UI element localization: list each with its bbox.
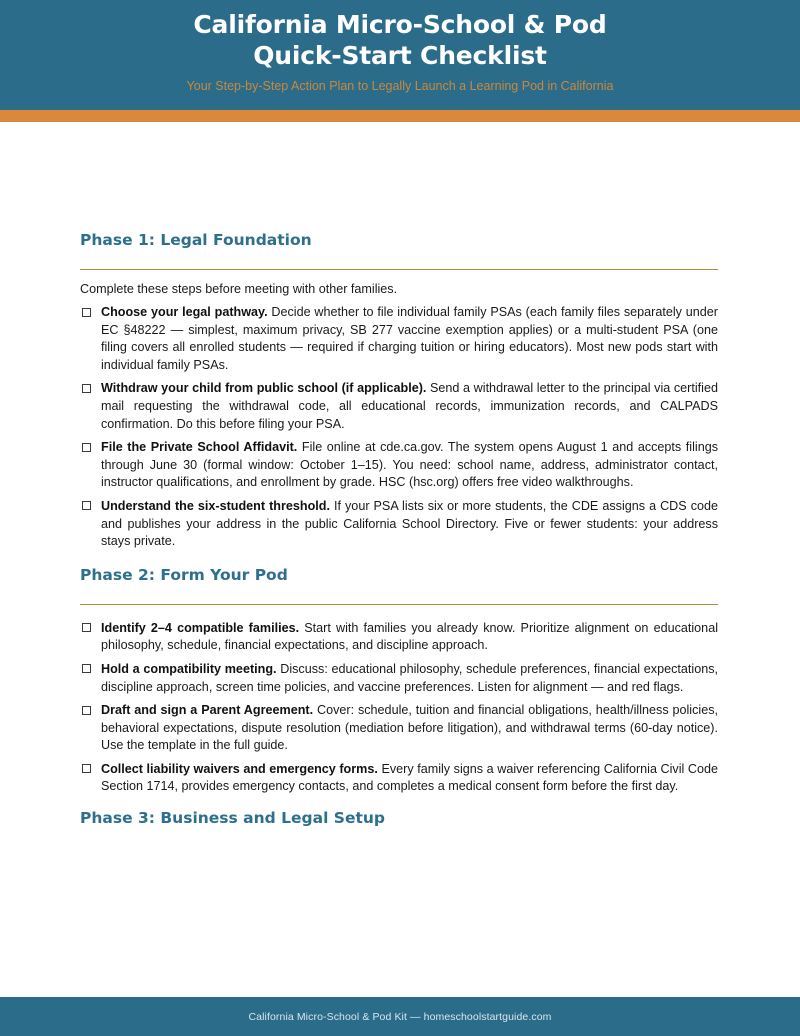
phase-spacer (80, 796, 720, 808)
checklist-item-lead: Understand the six-student threshold. (101, 498, 330, 513)
checkbox-empty-icon[interactable] (82, 706, 91, 715)
top-spacer (80, 122, 720, 230)
checklist-item-text: Send a withdrawal letter to the principal via certified mail requesting the withdrawal code, all educational records, immunization records, and CALPADS confirmation. Do this before filing your PSA. (101, 381, 718, 431)
checkbox-empty-icon[interactable] (82, 764, 91, 773)
document-footer (0, 997, 800, 1036)
checklist-item-text: Decide whether to file individual family PSAs (each family files separately under EC §48222 — simplest, maximum privacy, SB 277 vaccine exemption applies) or a multi-student PSA (one filing covers all enrolled students — required if charging tuition or hiring educators). Most new pods start with individual family PSAs. (101, 305, 718, 372)
checkbox-empty-icon[interactable] (82, 384, 91, 393)
checklist-item-lead: Hold a compatibility meeting. (101, 661, 277, 676)
phase-section-3 (80, 808, 718, 828)
phase-heading-2: Phase 2: Form Your Pod (80, 565, 288, 584)
page-title-line-2: Quick-Start Checklist (253, 41, 547, 70)
checklist-item[interactable] (80, 439, 718, 492)
checklist-item-lead: Identify 2–4 compatible families. (101, 620, 300, 635)
checklist-item-lead: Collect liability waivers and emergency forms. (101, 761, 378, 776)
checklist-item[interactable] (80, 620, 718, 655)
checklist-item-text: If your PSA lists six or more students, the CDE assigns a CDS code and publishes your address in the public California School Directory. Five or fewer students: your address stays private. (101, 498, 719, 549)
checklist-item-text: Discuss: educational philosophy, schedule preferences, financial expectations, discipline approach, screen time policies, and vaccine preferences. Listen for alignment — and red flags. (101, 661, 719, 694)
page-title (0, 9, 800, 71)
checklist-item[interactable] (80, 702, 718, 755)
checklist-item-text: File online at cde.ca.gov. The system opens August 1 and accepts filings through June 30 (formal window: October 1–15). You need: school name, address, administrator contact, instructor qualifications, and enrollment by grade. HSC (hsc.org) offers free video walkthroughs. (101, 440, 718, 490)
document-body (0, 122, 800, 828)
checkbox-empty-icon[interactable] (82, 623, 91, 632)
phase-divider-2 (80, 604, 718, 605)
checklist-item-text: Every family signs a waiver referencing California Civil Code Section 1714, provides emergency contacts, and completes a medical consent form before the first day. (101, 761, 719, 794)
checklist-item-text: Cover: schedule, tuition and financial obligations, health/illness policies, behavioral expectations, dispute resolution (mediation before litigation), and withdrawal terms (60-day notice). Use the template in the full guide. (101, 703, 718, 753)
phase-section-2 (80, 565, 718, 796)
phase-heading-1: Phase 1: Legal Foundation (80, 231, 312, 249)
phase-divider-1 (80, 269, 718, 270)
phase-intro-1: Complete these steps before meeting with other families. (80, 282, 398, 296)
checklist-item[interactable] (80, 498, 718, 551)
checklist-item[interactable] (80, 761, 718, 796)
checklist-phase-2 (80, 620, 718, 796)
phase-spacer (80, 551, 720, 565)
page-subtitle: Your Step-by-Step Action Plan to Legally Launch a Learning Pod in California (186, 79, 614, 93)
checklist-item-lead: Choose your legal pathway. (101, 305, 268, 319)
checklist-item[interactable] (80, 380, 718, 433)
header-accent-bar (0, 110, 800, 122)
checklist-item-lead: Draft and sign a Parent Agreement. (101, 703, 314, 718)
checklist-item-text: Start with families you already know. Prioritize alignment on educational philosophy, schedule, financial expectations, and discipline approach. (101, 620, 718, 653)
page-title-line-1: California Micro-School & Pod (193, 10, 607, 39)
checklist-item[interactable] (80, 304, 718, 374)
checkbox-empty-icon[interactable] (82, 501, 91, 510)
checklist-phase-1 (80, 304, 718, 551)
document-header (0, 0, 800, 110)
checklist-item-lead: Withdraw your child from public school (if applicable). (101, 381, 427, 396)
checklist-item[interactable] (80, 661, 718, 696)
checklist-item-lead: File the Private School Affidavit. (101, 440, 298, 455)
phase-heading-3: Phase 3: Business and Legal Setup (80, 809, 386, 828)
checkbox-empty-icon[interactable] (82, 308, 91, 317)
footer-text: California Micro-School & Pod Kit — homeschoolstartguide.com (248, 1010, 552, 1023)
phase-section-1 (80, 230, 718, 551)
checkbox-empty-icon[interactable] (82, 664, 91, 673)
checkbox-empty-icon[interactable] (82, 443, 91, 452)
